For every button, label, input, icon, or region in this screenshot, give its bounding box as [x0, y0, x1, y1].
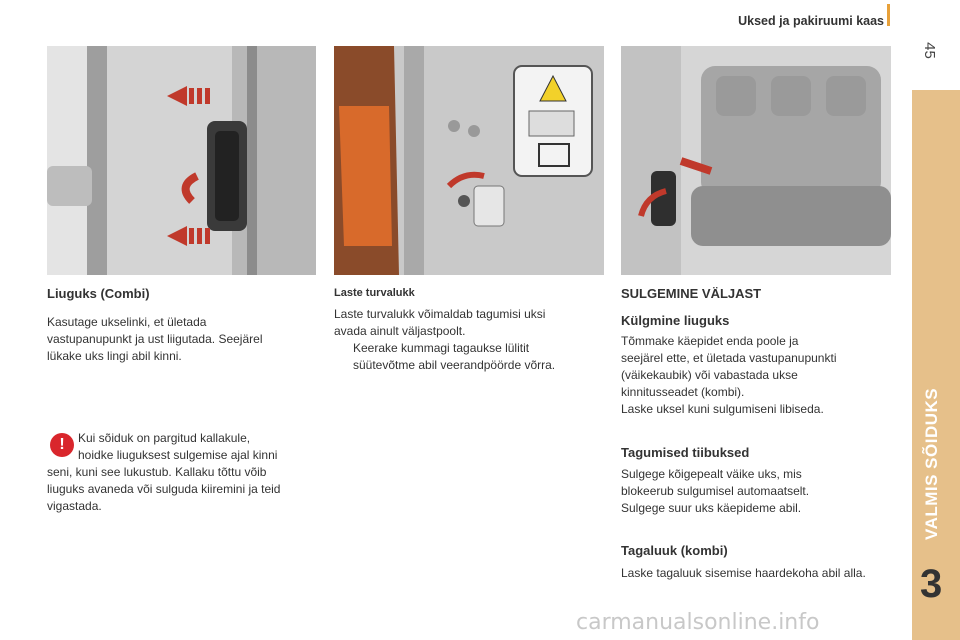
sliding-door-photo [47, 46, 316, 275]
tailgate-title: Tagaluuk (kombi) [621, 543, 728, 558]
sliding-door-heading: Liuguks (Combi) [47, 286, 150, 301]
text-line: avada ainult väljastpoolt. [334, 324, 466, 338]
text-line: Kui sõiduk on pargitud kallakule, [78, 431, 251, 445]
text-line: lükake uks lingi abil kinni. [47, 349, 182, 363]
text-line: liuguks avaneda või sulguda kiiremini ja teid [47, 482, 281, 496]
text-line: Sulgege suur uks käepideme abil. [621, 501, 802, 515]
side-sliding-door-title: Külgmine liuguks [621, 313, 730, 328]
text-line: Tõmmake käepidet enda poole ja [621, 334, 799, 348]
warning-text [47, 430, 317, 515]
rear-seat-photo [621, 46, 891, 275]
text-line: Laske uksel kuni sulgumiseni libiseda. [621, 402, 824, 416]
watermark: carmanualsonline.info [576, 610, 820, 635]
sliding-door-illustration [47, 46, 316, 275]
header-title: Uksed ja pakiruumi kaas [738, 14, 884, 28]
text-line: Kasutage ukselinki, et ületada [47, 315, 207, 329]
text-line: (väikekaubik) või vabastada ukse [621, 368, 798, 382]
header-rule [887, 4, 890, 26]
sliding-door-text [47, 314, 262, 365]
rear-seat-illustration [621, 46, 891, 275]
tailgate-text [621, 565, 866, 582]
text-line: Laste turvalukk võimaldab tagumisi uksi [334, 307, 546, 321]
text-line: Keerake kummagi tagaukse lülitit [353, 341, 530, 355]
closing-from-outside-heading: SULGEMINE VÄLJAST [621, 286, 762, 301]
child-lock-bullet [353, 340, 555, 374]
child-lock-heading: Laste turvalukk [334, 287, 415, 299]
page-number: 45 [921, 42, 939, 59]
rear-wing-doors-title: Tagumised tiibuksed [621, 445, 750, 460]
rear-wing-doors-text [621, 466, 809, 517]
chapter-label: VALMIS SÕIDUKS [922, 387, 941, 540]
text-line: Laske tagaluuk sisemise haardekoha abil alla. [621, 566, 866, 580]
text-line: vastupanupunkt ja ust liigutada. Seejärel [47, 332, 263, 346]
side-sliding-door-text [621, 333, 836, 418]
text-line: vigastada. [47, 499, 102, 513]
text-line: seejärel ette, et ületada vastupanupunkti [621, 351, 837, 365]
text-line: süütevõtme abil veerandpöörde võrra. [353, 358, 556, 372]
text-line: blokeerub sulgumisel automaatselt. [621, 484, 810, 498]
text-line: seni, kuni see lukustub. Kallaku tõttu võib [47, 465, 267, 479]
text-line: Sulgege kõigepealt väike uks, mis [621, 467, 802, 481]
exclamation-icon: ! [50, 433, 74, 457]
child-lock-illustration [334, 46, 604, 275]
child-lock-photo [334, 46, 604, 275]
child-lock-text [334, 306, 545, 340]
text-line: hoidke liuguksest sulgemise ajal kinni [78, 448, 278, 462]
chapter-number: 3 [920, 562, 943, 606]
text-line: kinnitusseadet (kombi). [621, 385, 745, 399]
